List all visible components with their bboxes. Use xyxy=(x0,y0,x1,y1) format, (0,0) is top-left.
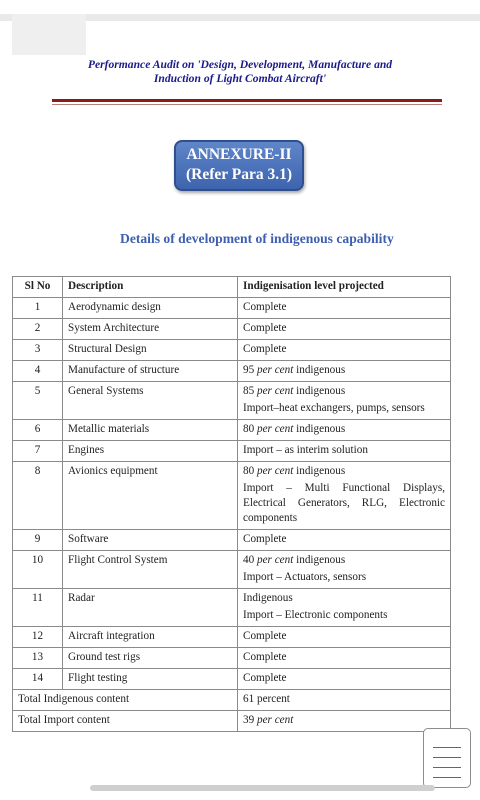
table-row xyxy=(13,627,451,648)
table-row xyxy=(13,382,451,420)
level-cell xyxy=(238,589,451,627)
description-cell: Metallic materials xyxy=(63,420,238,441)
level-cell xyxy=(238,298,451,319)
description-cell: Flight Control System xyxy=(63,551,238,589)
level-main: Indigenous xyxy=(243,592,293,604)
description-cell: Avionics equipment xyxy=(63,462,238,530)
level-number: 85 xyxy=(243,385,255,397)
sl-no-cell: 1 xyxy=(13,298,63,319)
table-row xyxy=(13,462,451,530)
description-cell: Radar xyxy=(63,589,238,627)
table-row xyxy=(13,441,451,462)
sl-no-cell: 3 xyxy=(13,340,63,361)
table-row xyxy=(13,420,451,441)
total-label: Total Import content xyxy=(13,711,238,732)
sl-no-cell: 6 xyxy=(13,420,63,441)
table-row xyxy=(13,669,451,690)
description-cell: Aerodynamic design xyxy=(63,298,238,319)
level-main xyxy=(243,423,345,435)
level-cell xyxy=(238,627,451,648)
level-main: Complete xyxy=(243,672,287,684)
level-main: Complete xyxy=(243,301,287,313)
level-number: 80 xyxy=(243,465,255,477)
table-row xyxy=(13,298,451,319)
annexure-ref: (Refer Para 3.1) xyxy=(185,166,292,183)
sl-no-cell: 10 xyxy=(13,551,63,589)
table-row xyxy=(13,319,451,340)
total-indigenous-row xyxy=(13,690,451,711)
annexure-badge xyxy=(174,140,304,191)
per-cent-text: per cent xyxy=(256,714,294,726)
header-rule xyxy=(52,99,442,102)
table-row xyxy=(13,648,451,669)
level-number: 80 xyxy=(243,423,255,435)
import-note: Import–heat exchangers, pumps, sensors xyxy=(243,402,425,414)
per-cent-text: per cent xyxy=(256,385,294,397)
level-main xyxy=(243,385,345,397)
header-line-1: Performance Audit on 'Design, Development, Manufacture and xyxy=(87,58,393,71)
level-main: Complete xyxy=(243,533,287,545)
per-cent-text: per cent xyxy=(256,423,294,435)
horizontal-scrollbar[interactable] xyxy=(90,785,435,791)
level-number: 40 xyxy=(243,554,255,566)
per-cent-text: per cent xyxy=(256,465,294,477)
table-header-row xyxy=(13,277,451,298)
sl-no-cell: 7 xyxy=(13,441,63,462)
level-cell xyxy=(238,340,451,361)
level-suffix: indigenous xyxy=(296,554,346,566)
description-cell: Structural Design xyxy=(63,340,238,361)
level-main: Complete xyxy=(243,651,287,663)
level-cell xyxy=(238,420,451,441)
level-main: Complete xyxy=(243,322,287,334)
level-cell xyxy=(238,462,451,530)
per-cent-text: per cent xyxy=(256,364,294,376)
total-number: 39 xyxy=(243,714,255,726)
level-main xyxy=(243,465,345,477)
description-cell: Flight testing xyxy=(63,669,238,690)
level-cell xyxy=(238,319,451,340)
column-header: Description xyxy=(63,277,238,298)
level-suffix: indigenous xyxy=(296,385,346,397)
description-cell: Ground test rigs xyxy=(63,648,238,669)
level-cell xyxy=(238,551,451,589)
document-header xyxy=(40,58,440,86)
level-cell xyxy=(238,382,451,420)
sl-no-cell: 2 xyxy=(13,319,63,340)
level-suffix: indigenous xyxy=(296,364,346,376)
menu-button[interactable] xyxy=(423,728,471,788)
level-cell xyxy=(238,530,451,551)
level-cell xyxy=(238,441,451,462)
total-import-row xyxy=(13,711,451,732)
description-cell: Engines xyxy=(63,441,238,462)
sl-no-cell: 8 xyxy=(13,462,63,530)
capability-table xyxy=(12,276,451,732)
column-header: Indigenisation level projected xyxy=(238,277,451,298)
description-cell: Software xyxy=(63,530,238,551)
description-cell: General Systems xyxy=(63,382,238,420)
sl-no-cell: 5 xyxy=(13,382,63,420)
table-row xyxy=(13,530,451,551)
per-cent-text: per cent xyxy=(256,554,294,566)
table-row xyxy=(13,361,451,382)
header-rule-thin xyxy=(52,104,442,105)
sl-no-cell: 13 xyxy=(13,648,63,669)
level-main: Complete xyxy=(243,630,287,642)
sl-no-cell: 4 xyxy=(13,361,63,382)
section-title: Details of development of indigenous capability xyxy=(120,231,394,246)
level-main: Import – as interim solution xyxy=(243,444,368,456)
description-cell: Aircraft integration xyxy=(63,627,238,648)
column-header: Sl No xyxy=(13,277,63,298)
level-number: 95 xyxy=(243,364,255,376)
sl-no-cell: 14 xyxy=(13,669,63,690)
import-note: Import – Multi Functional Displays, Electrical Generators, RLG, Electronic components xyxy=(243,482,445,524)
total-value xyxy=(238,711,451,732)
table-row xyxy=(13,551,451,589)
description-cell: System Architecture xyxy=(63,319,238,340)
description-cell: Manufacture of structure xyxy=(63,361,238,382)
sl-no-cell: 12 xyxy=(13,627,63,648)
sl-no-cell: 11 xyxy=(13,589,63,627)
level-suffix: indigenous xyxy=(296,423,346,435)
table-row xyxy=(13,340,451,361)
level-suffix: indigenous xyxy=(296,465,346,477)
sl-no-cell: 9 xyxy=(13,530,63,551)
level-main xyxy=(243,554,345,566)
total-value: 61 percent xyxy=(238,690,451,711)
level-cell xyxy=(238,361,451,382)
table-row xyxy=(13,589,451,627)
import-note: Import – Electronic components xyxy=(243,609,388,621)
import-note: Import – Actuators, sensors xyxy=(243,571,367,583)
level-cell xyxy=(238,648,451,669)
page-thumbnail[interactable] xyxy=(12,14,86,55)
level-cell xyxy=(238,669,451,690)
header-line-2: Induction of Light Combat Aircraft' xyxy=(153,72,327,85)
total-label: Total Indigenous content xyxy=(13,690,238,711)
annexure-title: ANNEXURE-II xyxy=(186,146,292,163)
level-main: Complete xyxy=(243,343,287,355)
level-main xyxy=(243,364,345,376)
